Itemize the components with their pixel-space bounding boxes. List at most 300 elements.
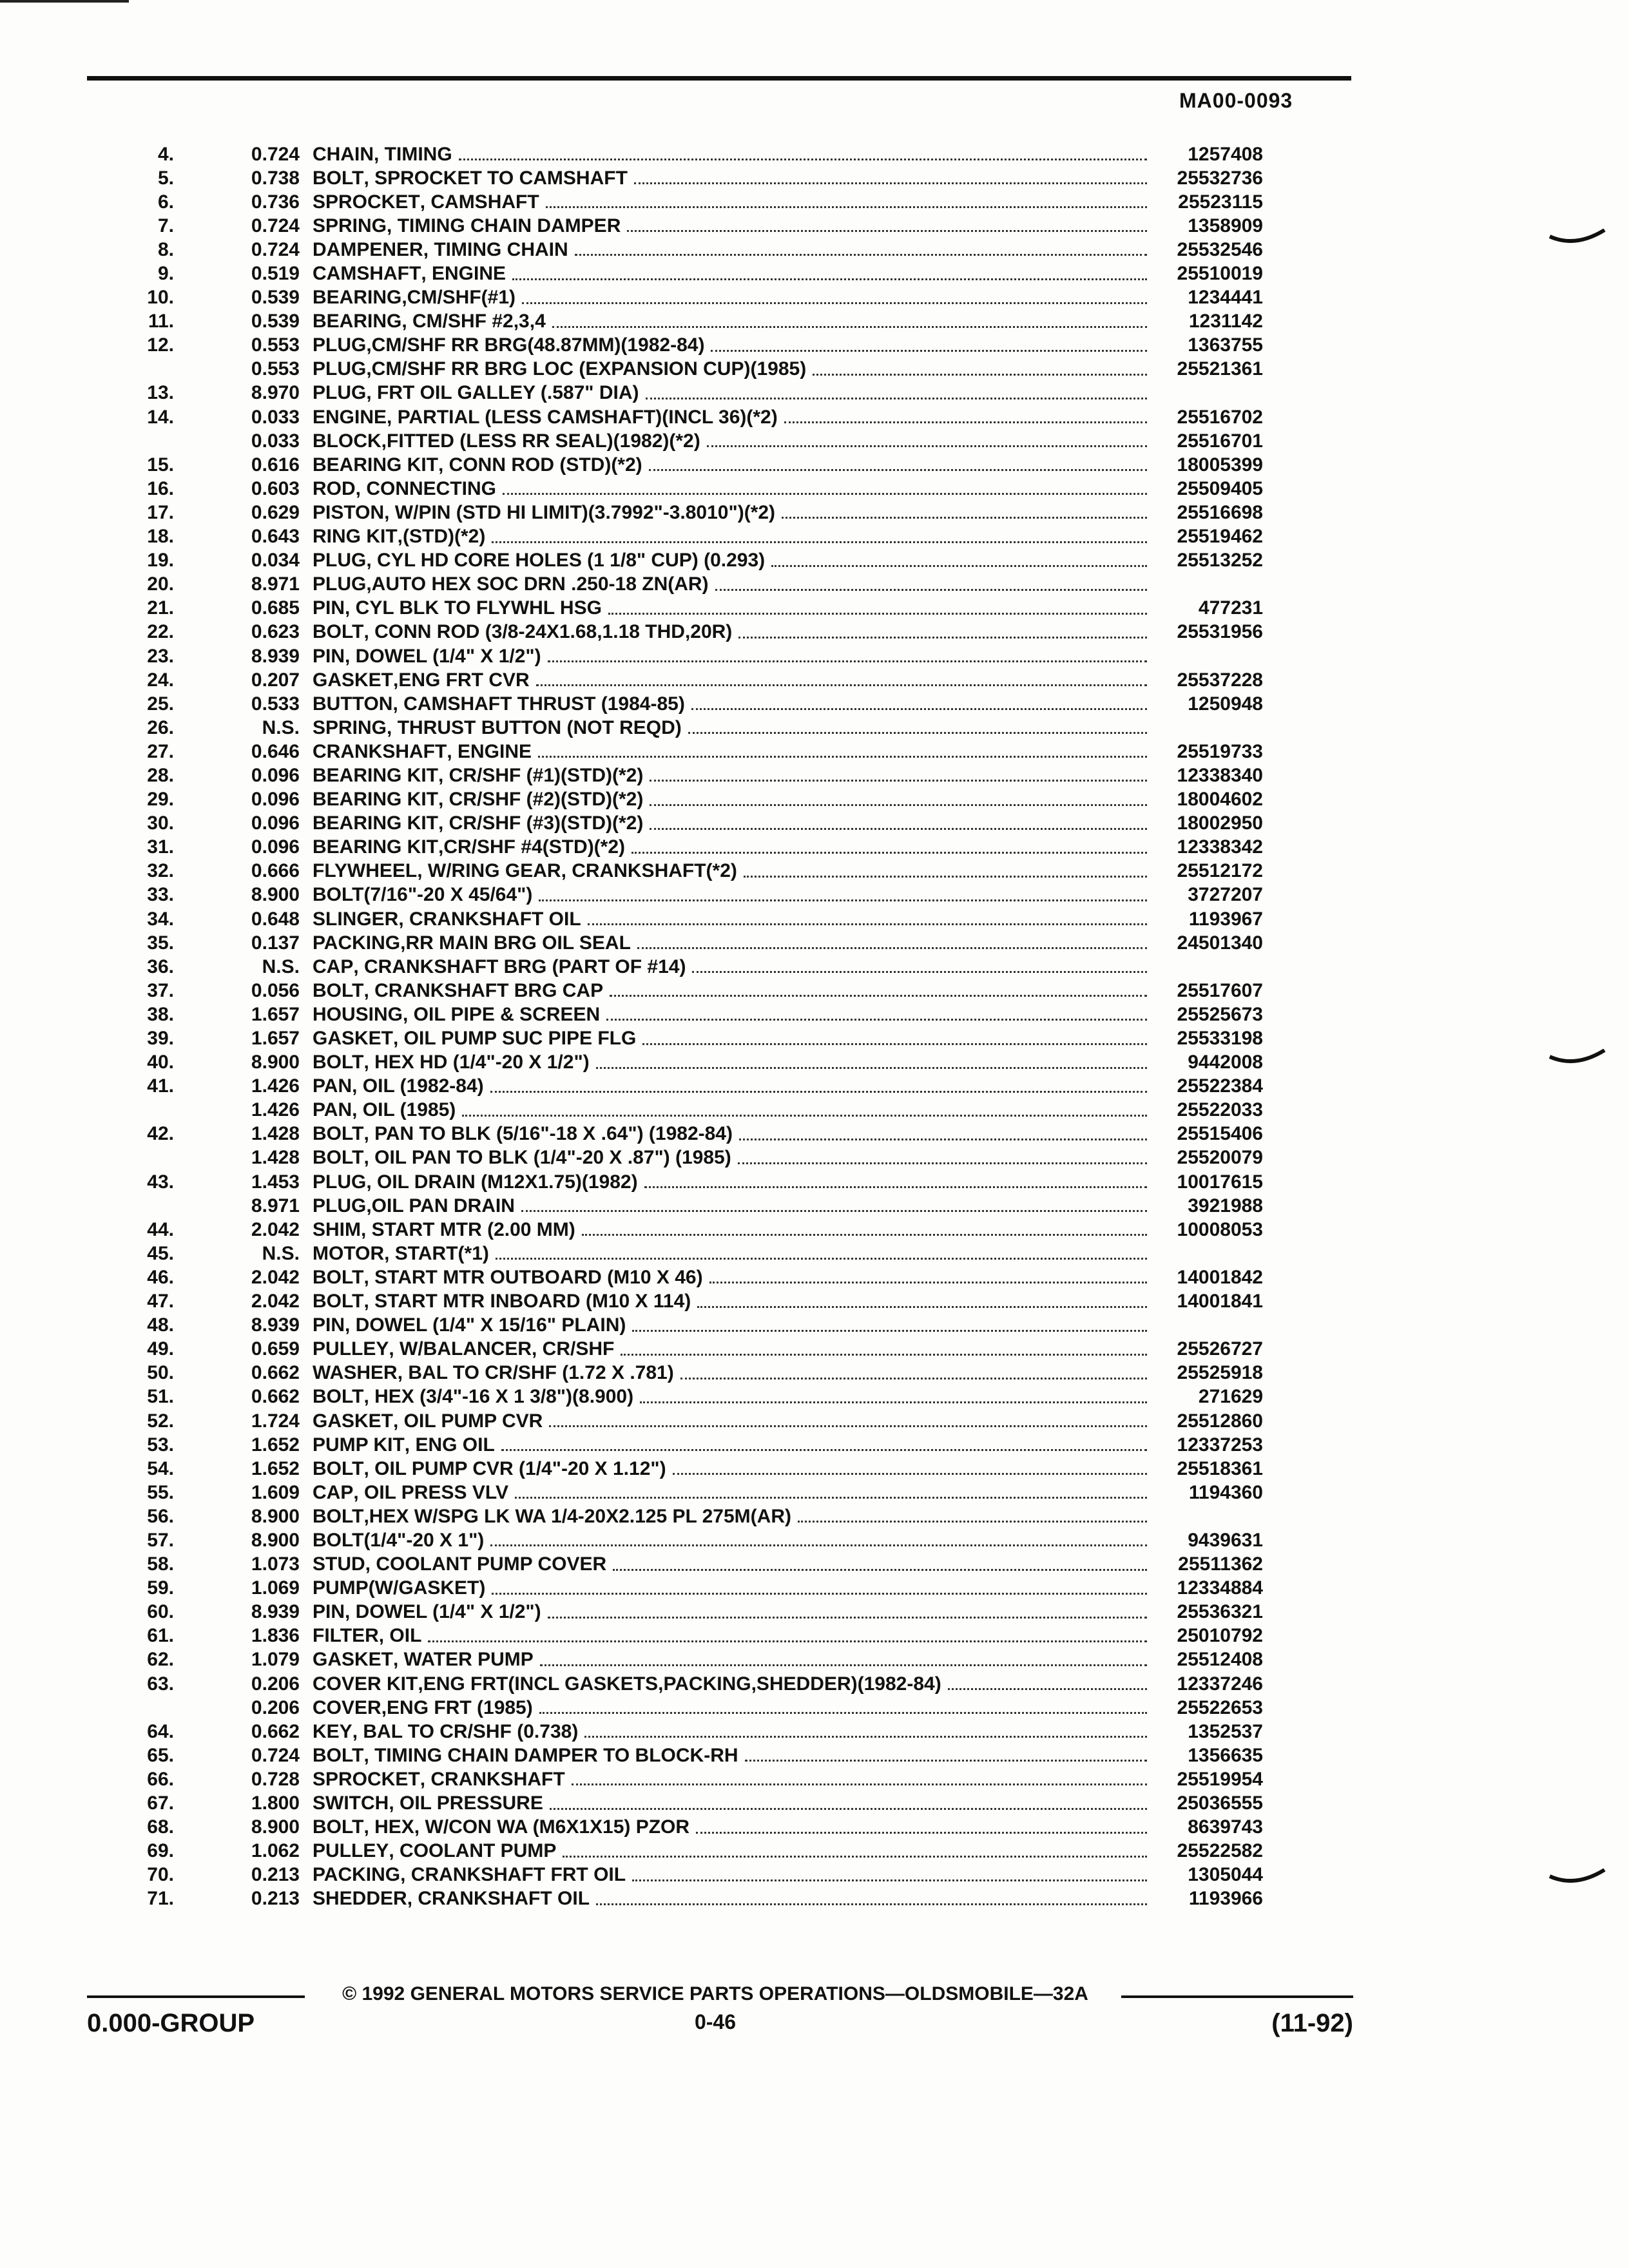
part-detail: ,CM/SHF RR BRG(48.87MM)(1982-84) bbox=[366, 334, 705, 356]
group-number: 2.042 bbox=[251, 1218, 300, 1240]
part-description bbox=[313, 1792, 1153, 1814]
item-number: 35. bbox=[147, 932, 174, 954]
part-name: PAN bbox=[313, 1099, 352, 1121]
part-row bbox=[84, 764, 1263, 787]
group-number: 0.738 bbox=[251, 167, 300, 189]
part-description bbox=[313, 1625, 1153, 1647]
part-row bbox=[84, 1338, 1263, 1361]
part-name: BOLT bbox=[313, 979, 364, 1001]
part-detail: , BAL TO CR/SHF (0.738) bbox=[352, 1720, 579, 1742]
dot-leader bbox=[782, 517, 1147, 519]
part-name: PIN bbox=[313, 1601, 345, 1623]
part-description bbox=[313, 1745, 1153, 1767]
dot-leader bbox=[688, 732, 1147, 734]
dot-leader bbox=[539, 899, 1147, 901]
dot-leader bbox=[644, 1186, 1147, 1188]
part-description bbox=[313, 646, 1153, 668]
part-row bbox=[84, 1265, 1263, 1289]
group-label: 0.000-GROUP bbox=[87, 2009, 255, 2037]
part-description bbox=[313, 454, 1153, 476]
part-detail: , CR/SHF (#3)(STD)(*2) bbox=[438, 812, 644, 834]
part-detail: , OIL DRAIN (M12X1.75)(1982) bbox=[366, 1171, 638, 1193]
part-detail: (1/4"-20 X 1") bbox=[363, 1529, 485, 1551]
part-number: 1363755 bbox=[1188, 334, 1263, 356]
footer-rule-left bbox=[87, 1995, 305, 1998]
group-number: 0.666 bbox=[251, 860, 300, 882]
item-number: 50. bbox=[147, 1362, 174, 1384]
part-name: PLUG bbox=[313, 1171, 367, 1193]
group-number: 1.426 bbox=[251, 1075, 300, 1097]
part-detail: , BAL TO CR/SHF (1.72 X .781) bbox=[397, 1362, 674, 1384]
part-detail: , CAMSHAFT THRUST (1984-85) bbox=[392, 693, 685, 715]
part-description bbox=[313, 168, 1153, 189]
part-name: BOLT bbox=[313, 1052, 364, 1073]
group-number: 0.539 bbox=[251, 287, 300, 309]
part-name: BEARING KIT bbox=[313, 789, 438, 811]
dot-leader bbox=[711, 350, 1147, 352]
dot-leader bbox=[650, 780, 1147, 782]
part-name: BOLT bbox=[313, 1123, 364, 1145]
part-number: 25525673 bbox=[1177, 1003, 1263, 1025]
part-number: 25509405 bbox=[1177, 477, 1263, 499]
part-number: 9442008 bbox=[1188, 1052, 1263, 1073]
part-name: DAMPENER bbox=[313, 238, 423, 260]
group-number: 1.073 bbox=[251, 1553, 300, 1575]
part-row bbox=[84, 214, 1263, 238]
part-number: 25532736 bbox=[1177, 167, 1263, 189]
part-number: 25516702 bbox=[1177, 406, 1263, 428]
part-description bbox=[313, 287, 1153, 309]
part-name: GASKET bbox=[313, 669, 394, 691]
dot-leader bbox=[692, 971, 1147, 973]
part-name: FLYWHEEL bbox=[313, 860, 418, 882]
part-row bbox=[84, 358, 1263, 381]
item-number: 53. bbox=[147, 1434, 174, 1456]
part-number: 3727207 bbox=[1188, 884, 1263, 906]
part-detail: , COOLANT PUMP bbox=[389, 1840, 557, 1862]
part-number: 1356635 bbox=[1188, 1744, 1263, 1766]
part-description bbox=[313, 502, 1153, 524]
part-row bbox=[84, 1409, 1263, 1433]
item-number: 24. bbox=[147, 669, 174, 691]
part-name: PLUG bbox=[313, 358, 367, 380]
part-name: PAN bbox=[313, 1075, 352, 1097]
group-number: 0.724 bbox=[251, 238, 300, 260]
part-number: 1305044 bbox=[1188, 1864, 1263, 1886]
group-number: 0.137 bbox=[251, 932, 300, 954]
dot-leader bbox=[673, 1473, 1147, 1475]
part-number: 12338342 bbox=[1177, 836, 1263, 858]
part-description bbox=[313, 597, 1153, 619]
part-detail: , PARTIAL (LESS CAMSHAFT)(INCL 36)(*2) bbox=[387, 406, 778, 428]
group-number: 1.609 bbox=[251, 1481, 300, 1503]
dot-leader bbox=[428, 1640, 1147, 1642]
group-number: 1.724 bbox=[251, 1410, 300, 1432]
group-number: 8.939 bbox=[251, 645, 300, 667]
part-row bbox=[84, 310, 1263, 334]
part-description bbox=[313, 1458, 1153, 1480]
part-row bbox=[84, 1003, 1263, 1026]
part-detail: ,AUTO HEX SOC DRN .250-18 ZN(AR) bbox=[366, 573, 709, 595]
part-description bbox=[313, 1099, 1153, 1121]
part-detail: ,OIL PAN DRAIN bbox=[366, 1195, 515, 1216]
part-description bbox=[313, 1410, 1153, 1432]
part-detail: , OIL PUMP CVR bbox=[393, 1410, 543, 1432]
group-number: N.S. bbox=[262, 1242, 300, 1264]
part-detail: , CRANKSHAFT BRG CAP bbox=[363, 979, 604, 1001]
part-number: 25519954 bbox=[1177, 1768, 1263, 1790]
dot-leader bbox=[575, 254, 1147, 256]
dot-leader bbox=[798, 1521, 1147, 1523]
part-row bbox=[84, 1696, 1263, 1720]
part-name: ENGINE bbox=[313, 406, 387, 428]
part-detail: , THRUST BUTTON (NOT REQD) bbox=[387, 716, 682, 738]
part-description bbox=[313, 311, 1153, 332]
item-number: 34. bbox=[147, 908, 174, 930]
part-description bbox=[313, 1075, 1153, 1097]
item-number: 18. bbox=[147, 526, 174, 548]
header-rule bbox=[87, 76, 1351, 81]
part-number: 1257408 bbox=[1188, 143, 1263, 165]
part-detail: , SPROCKET TO CAMSHAFT bbox=[363, 167, 628, 189]
part-row bbox=[84, 907, 1263, 931]
group-number: 1.069 bbox=[251, 1577, 300, 1599]
part-row bbox=[84, 644, 1263, 668]
part-description bbox=[313, 478, 1153, 500]
part-name: BOLT bbox=[313, 1457, 364, 1479]
group-number: 0.213 bbox=[251, 1864, 300, 1886]
part-description bbox=[313, 1004, 1153, 1026]
part-detail: , CRANKSHAFT OIL bbox=[407, 1888, 590, 1910]
part-description bbox=[313, 1291, 1153, 1312]
part-row bbox=[84, 1767, 1263, 1791]
dot-leader bbox=[546, 206, 1147, 208]
part-name: PULLEY bbox=[313, 1338, 389, 1360]
part-description bbox=[313, 621, 1153, 643]
part-description bbox=[313, 884, 1153, 906]
part-row bbox=[84, 1026, 1263, 1050]
part-number: 25510019 bbox=[1177, 263, 1263, 285]
item-number: 15. bbox=[147, 454, 174, 476]
item-number: 57. bbox=[147, 1529, 174, 1551]
part-name: BOLT bbox=[313, 1505, 364, 1527]
part-row bbox=[84, 477, 1263, 501]
part-row bbox=[84, 334, 1263, 358]
part-detail: , CYL HD CORE HOLES (1 1/8" CUP) (0.293) bbox=[366, 550, 766, 572]
part-row bbox=[84, 1720, 1263, 1744]
part-name: CAMSHAFT bbox=[313, 263, 421, 285]
group-number: 0.033 bbox=[251, 406, 300, 428]
part-name: SHEDDER bbox=[313, 1888, 407, 1910]
part-row bbox=[84, 142, 1263, 166]
group-number: 1.428 bbox=[251, 1123, 300, 1145]
part-row bbox=[84, 1051, 1263, 1075]
item-number: 48. bbox=[147, 1314, 174, 1336]
part-row bbox=[84, 1504, 1263, 1528]
part-name: STUD bbox=[313, 1553, 365, 1575]
part-row bbox=[84, 525, 1263, 549]
item-number: 45. bbox=[147, 1242, 174, 1264]
group-number: 0.623 bbox=[251, 621, 300, 643]
part-row bbox=[84, 692, 1263, 716]
dot-leader bbox=[745, 1760, 1147, 1762]
group-number: 0.643 bbox=[251, 526, 300, 548]
group-number: 0.662 bbox=[251, 1386, 300, 1408]
group-number: 1.652 bbox=[251, 1434, 300, 1456]
group-number: 0.616 bbox=[251, 454, 300, 476]
item-number: 12. bbox=[147, 334, 174, 356]
part-number: 25010792 bbox=[1177, 1625, 1263, 1647]
part-description bbox=[313, 358, 1153, 380]
part-row bbox=[84, 931, 1263, 955]
group-number: 2.042 bbox=[251, 1291, 300, 1312]
part-detail: , START MTR OUTBOARD (M10 X 46) bbox=[363, 1266, 703, 1288]
binder-hole-mark bbox=[1547, 1049, 1611, 1068]
part-number: 12337253 bbox=[1177, 1434, 1263, 1456]
item-number: 46. bbox=[147, 1266, 174, 1288]
part-detail: , HEX, W/CON WA (M6X1X15) PZOR bbox=[363, 1816, 690, 1838]
part-row bbox=[84, 1290, 1263, 1314]
group-number: 0.096 bbox=[251, 789, 300, 811]
part-number: 25522653 bbox=[1177, 1696, 1263, 1718]
part-number: 25522384 bbox=[1177, 1075, 1263, 1097]
part-name: CAP bbox=[313, 1481, 354, 1503]
part-detail: ,FITTED (LESS RR SEAL)(1982)(*2) bbox=[381, 430, 700, 452]
part-name: BEARING KIT bbox=[313, 812, 438, 834]
dot-leader bbox=[490, 1091, 1147, 1093]
part-detail: , W/BALANCER, CR/SHF bbox=[389, 1338, 615, 1360]
item-number: 41. bbox=[147, 1075, 174, 1097]
part-number: 1194360 bbox=[1188, 1481, 1263, 1503]
dot-leader bbox=[550, 1808, 1147, 1810]
part-description bbox=[313, 1864, 1153, 1886]
part-detail: , CAMSHAFT bbox=[419, 191, 539, 213]
part-row bbox=[84, 668, 1263, 692]
part-number: 14001841 bbox=[1177, 1291, 1263, 1312]
part-description bbox=[313, 1219, 1153, 1241]
print-date: (11-92) bbox=[1271, 2009, 1353, 2037]
part-description bbox=[313, 1721, 1153, 1743]
part-detail: , OIL PAN TO BLK (1/4"-20 X .87") (1985) bbox=[363, 1147, 731, 1169]
part-number: 12334884 bbox=[1177, 1577, 1263, 1599]
part-row bbox=[84, 1744, 1263, 1767]
part-row bbox=[84, 262, 1263, 285]
part-row bbox=[84, 549, 1263, 573]
part-name: SWITCH bbox=[313, 1792, 389, 1814]
item-number: 7. bbox=[157, 215, 174, 236]
part-name: COVER bbox=[313, 1696, 381, 1718]
part-detail: , CRANKSHAFT OIL bbox=[398, 908, 581, 930]
part-name: BOLT bbox=[313, 167, 364, 189]
binder-hole-mark bbox=[1547, 1869, 1611, 1888]
part-name: SPROCKET bbox=[313, 1768, 420, 1790]
part-description bbox=[313, 1888, 1153, 1910]
part-name: BEARING KIT bbox=[313, 836, 438, 858]
group-number: 0.539 bbox=[251, 311, 300, 332]
part-detail: ,(STD)(*2) bbox=[397, 526, 486, 548]
part-number: 25532546 bbox=[1177, 238, 1263, 260]
part-number: 25512172 bbox=[1177, 860, 1263, 882]
part-number: 25522033 bbox=[1177, 1099, 1263, 1121]
part-description bbox=[313, 191, 1153, 213]
group-number: 0.553 bbox=[251, 358, 300, 380]
part-row bbox=[84, 1791, 1263, 1815]
dot-leader bbox=[512, 278, 1147, 280]
item-number: 21. bbox=[147, 597, 174, 619]
part-name: PISTON bbox=[313, 501, 385, 523]
part-row bbox=[84, 453, 1263, 477]
part-description bbox=[313, 1769, 1153, 1791]
part-description bbox=[313, 1362, 1153, 1384]
part-name: PUMP bbox=[313, 1577, 369, 1599]
part-description bbox=[313, 980, 1153, 1002]
part-number: 25536321 bbox=[1177, 1601, 1263, 1623]
part-description bbox=[313, 144, 1153, 166]
part-name: PLUG bbox=[313, 1195, 367, 1216]
group-number: 0.206 bbox=[251, 1696, 300, 1718]
part-detail: ,ENG FRT (1985) bbox=[381, 1696, 533, 1718]
part-row bbox=[84, 1099, 1263, 1122]
part-description bbox=[313, 1171, 1153, 1193]
part-name: PLUG bbox=[313, 573, 367, 595]
part-number: 25526727 bbox=[1177, 1338, 1263, 1360]
footer-rule-right bbox=[1121, 1995, 1353, 1998]
part-row bbox=[84, 620, 1263, 644]
item-number: 31. bbox=[147, 836, 174, 858]
dot-leader bbox=[707, 445, 1147, 447]
group-number: N.S. bbox=[262, 956, 300, 977]
dot-leader bbox=[680, 1378, 1147, 1379]
group-number: 0.533 bbox=[251, 693, 300, 715]
part-number: 25513252 bbox=[1177, 550, 1263, 572]
group-number: 0.096 bbox=[251, 812, 300, 834]
part-detail: , HEX (3/4"-16 X 1 3/8")(8.900) bbox=[363, 1386, 634, 1408]
part-detail: , DOWEL (1/4" X 1/2") bbox=[345, 1601, 541, 1623]
item-number: 39. bbox=[147, 1028, 174, 1050]
part-detail: , COOLANT PUMP COVER bbox=[365, 1553, 607, 1575]
part-number: 25537228 bbox=[1177, 669, 1263, 691]
part-row bbox=[84, 597, 1263, 620]
group-number: 0.034 bbox=[251, 550, 300, 572]
part-description bbox=[313, 789, 1153, 811]
item-number: 22. bbox=[147, 621, 174, 643]
part-name: BOLT bbox=[313, 1147, 364, 1169]
part-description bbox=[313, 1482, 1153, 1504]
dot-leader bbox=[549, 1425, 1147, 1427]
group-number: 2.042 bbox=[251, 1266, 300, 1288]
dot-leader bbox=[738, 637, 1147, 639]
item-number: 58. bbox=[147, 1553, 174, 1575]
item-number: 59. bbox=[147, 1577, 174, 1599]
dot-leader bbox=[552, 326, 1147, 328]
part-description bbox=[313, 1530, 1153, 1552]
part-row bbox=[84, 883, 1263, 907]
part-detail: , CRANKSHAFT FRT OIL bbox=[400, 1864, 626, 1886]
part-description bbox=[313, 334, 1153, 356]
dot-leader bbox=[613, 1569, 1147, 1571]
item-number: 9. bbox=[157, 263, 174, 285]
group-number: 0.648 bbox=[251, 908, 300, 930]
dot-leader bbox=[691, 708, 1147, 710]
group-number: 0.207 bbox=[251, 669, 300, 691]
dot-leader bbox=[640, 1401, 1147, 1403]
part-row bbox=[84, 1840, 1263, 1863]
part-description bbox=[313, 1267, 1153, 1289]
dot-leader bbox=[642, 1043, 1147, 1045]
part-row bbox=[84, 573, 1263, 597]
part-detail: , PAN TO BLK (5/16"-18 X .64") (1982-84) bbox=[363, 1123, 733, 1145]
part-number: 25522582 bbox=[1177, 1840, 1263, 1862]
group-number: 0.519 bbox=[251, 263, 300, 285]
part-name: BLOCK bbox=[313, 430, 381, 452]
part-description bbox=[313, 908, 1153, 930]
item-number: 14. bbox=[147, 406, 174, 428]
dot-leader bbox=[521, 1210, 1147, 1212]
part-row bbox=[84, 1457, 1263, 1481]
part-number: 12337246 bbox=[1177, 1673, 1263, 1695]
part-description bbox=[313, 550, 1153, 572]
part-description bbox=[313, 1052, 1153, 1073]
part-description bbox=[313, 812, 1153, 834]
item-number: 29. bbox=[147, 789, 174, 811]
part-number: 25523115 bbox=[1178, 191, 1263, 213]
item-number: 40. bbox=[147, 1052, 174, 1073]
part-detail: , OIL PUMP SUC PIPE FLG bbox=[393, 1028, 637, 1050]
part-number: 25518361 bbox=[1177, 1457, 1263, 1479]
dot-leader bbox=[632, 1330, 1147, 1332]
document-id: MA00-0093 bbox=[1179, 89, 1293, 112]
part-description bbox=[313, 526, 1153, 548]
part-name: BEARING KIT bbox=[313, 764, 438, 786]
part-number: 477231 bbox=[1198, 597, 1263, 619]
part-number: 25521361 bbox=[1177, 358, 1263, 380]
part-detail: , DOWEL (1/4" X 15/16" PLAIN) bbox=[345, 1314, 626, 1336]
group-number: 0.728 bbox=[251, 1768, 300, 1790]
part-detail: , OIL bbox=[378, 1625, 422, 1647]
part-description bbox=[313, 836, 1153, 858]
part-name: MOTOR bbox=[313, 1242, 385, 1264]
part-detail: , OIL PRESSURE bbox=[389, 1792, 543, 1814]
part-name: SPROCKET bbox=[313, 191, 420, 213]
part-detail: , START MTR INBOARD (M10 X 114) bbox=[363, 1291, 691, 1312]
dot-leader bbox=[715, 589, 1147, 591]
part-name: BOLT bbox=[313, 1744, 364, 1766]
dot-leader bbox=[538, 756, 1147, 758]
part-row bbox=[84, 1146, 1263, 1170]
part-description bbox=[313, 1577, 1153, 1599]
part-row bbox=[84, 788, 1263, 812]
part-description bbox=[313, 1147, 1153, 1169]
group-number: 8.900 bbox=[251, 1505, 300, 1527]
dot-leader bbox=[596, 1903, 1147, 1905]
part-number: 12338340 bbox=[1177, 764, 1263, 786]
group-number: 0.213 bbox=[251, 1888, 300, 1910]
group-number: 0.553 bbox=[251, 334, 300, 356]
item-number: 13. bbox=[147, 382, 174, 404]
item-number: 65. bbox=[147, 1744, 174, 1766]
part-description bbox=[313, 1434, 1153, 1456]
part-row bbox=[84, 716, 1263, 740]
dot-leader bbox=[490, 1544, 1147, 1546]
part-row bbox=[84, 286, 1263, 310]
part-description bbox=[313, 1816, 1153, 1838]
part-number: 18002950 bbox=[1177, 812, 1263, 834]
part-detail: , ENGINE bbox=[421, 263, 506, 285]
item-number: 37. bbox=[147, 979, 174, 1001]
part-detail: ,CM/SHF RR BRG LOC (EXPANSION CUP)(1985) bbox=[366, 358, 807, 380]
dot-leader bbox=[738, 1162, 1147, 1164]
part-name: SPRING bbox=[313, 716, 387, 738]
